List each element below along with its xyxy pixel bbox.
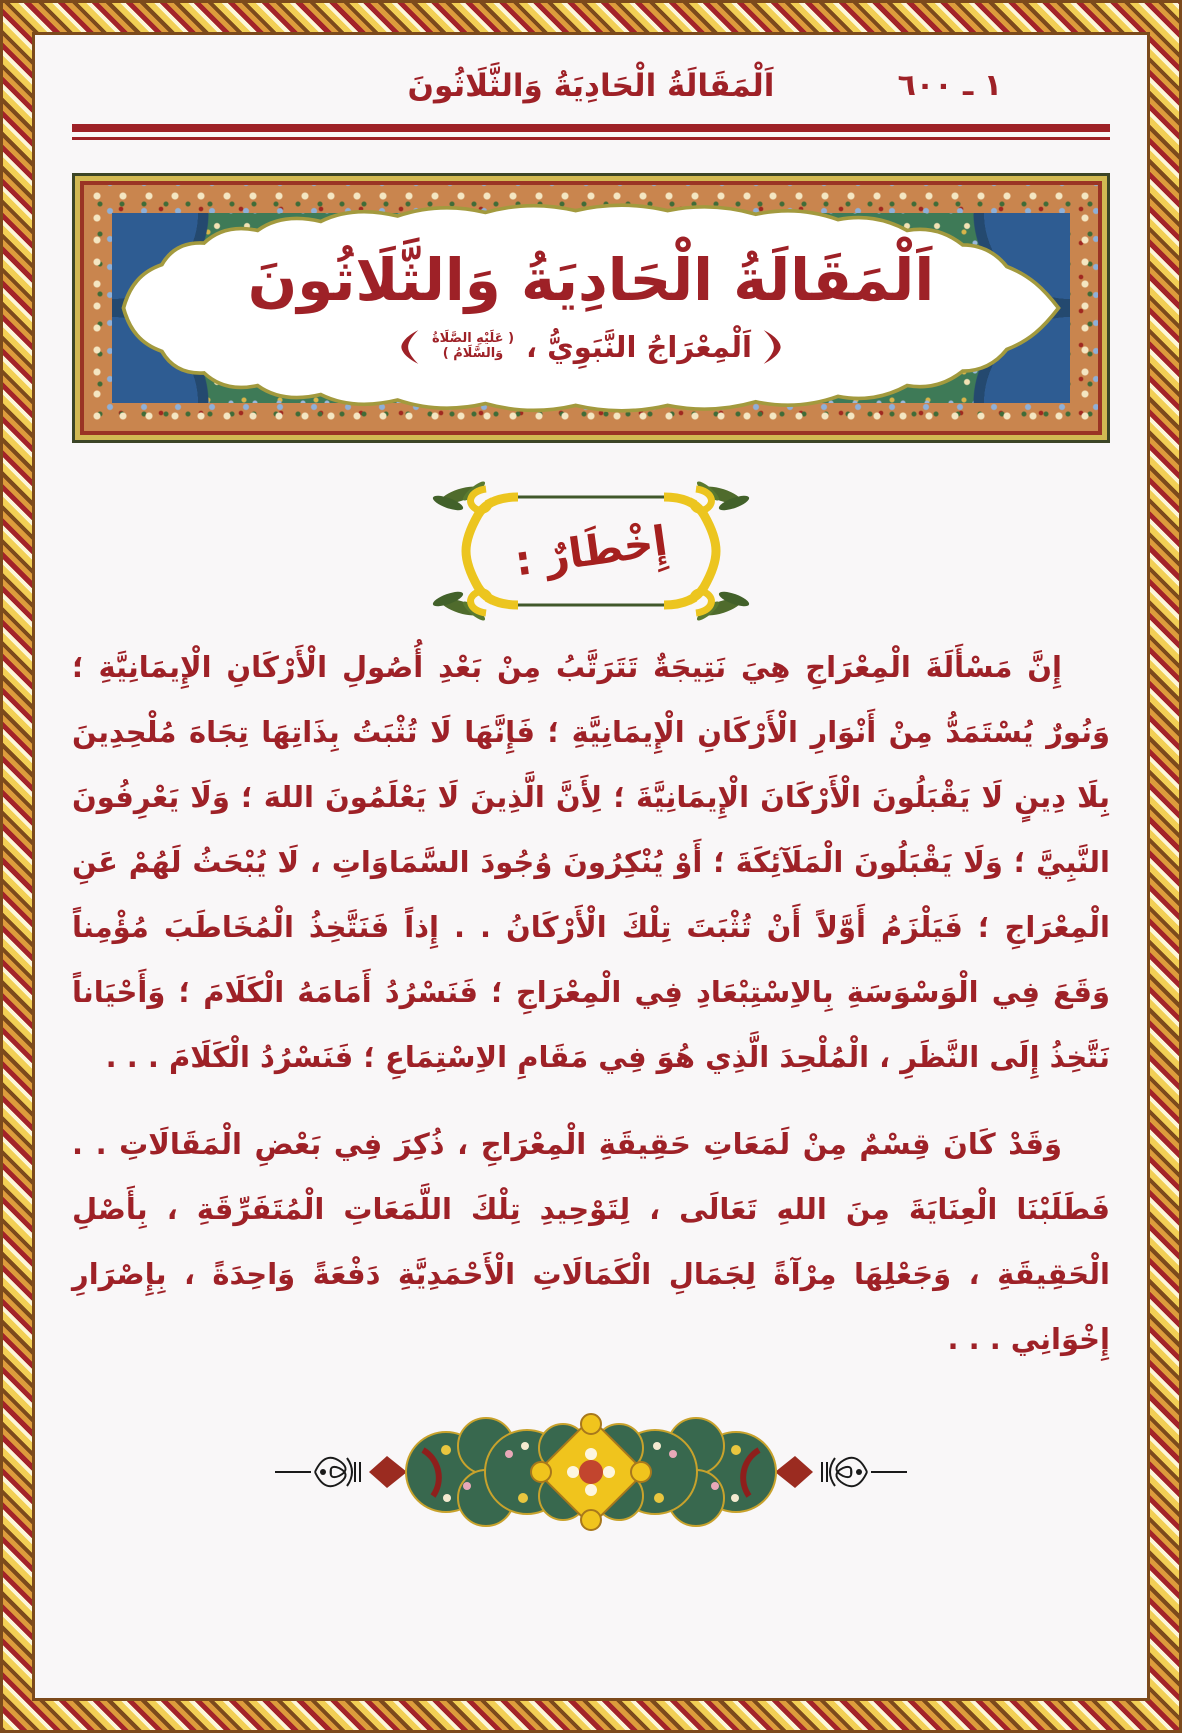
banner-text [112,213,1070,403]
body-text [72,635,1110,1372]
banner-subtitle [398,327,784,367]
notice-cartouche [426,481,756,621]
body-paragraph: إِنَّ مَسْأَلَةَ الْمِعْرَاجِ هِيَ نَتِيجَةٌ تَتَرَتَّبُ مِنْ بَعْدِ أُصُولِ الْأَرْكَانِ الْإِيمَانِيَّةِ ؛ وَنُورٌ يُسْتَمَدُّ مِنْ أَنْوَارِ الْأَرْكَانِ الْإِيمَانِيَّةِ ؛ فَإِنَّهَا لَا تُثْبَتُ بِذَاتِهَا تِجَاهَ مُلْحِدِينَ بِلَا دِينٍ لَا يَقْبَلُونَ الْأَرْكَانَ الْإِيمَانِيَّةَ ؛ لِأَنَّ الَّذِينَ لَا يَعْلَمُونَ اللهَ ؛ وَلَا يَعْرِفُونَ النَّبِيَّ ؛ وَلَا يَقْبَلُونَ الْمَلَآئِكَةَ ؛ أَوْ يُنْكِرُونَ وُجُودَ السَّمَاوَاتِ ، لَا يُبْحَثُ لَهُمْ عَنِ الْمِعْرَاجِ ؛ فَيَلْزَمُ أَوَّلاً أَنْ تُثْبَتَ تِلْكَ الْأَرْكَانُ . . إِذاً فَنَتَّخِذُ الْمُخَاطَبَ مُؤْمِناً وَقَعَ فِي الْوَسْوَسَةِ بِالاِسْتِبْعَادِ فِي الْمِعْرَاجِ ؛ فَنَسْرُدُ أَمَامَهُ الْكَلَامَ ؛ وَأَحْيَاناً نَتَّخِذُ إِلَى النَّظَرِ ، الْمُلْحِدَ الَّذِي هُوَ فِي مَقَامِ الاِسْتِمَاعِ ؛ فَنَسْرُدُ الْكَلَامَ . . . [72,650,1110,1074]
banner-red-ring [80,181,1102,435]
running-title: اَلْمَقَالَةُ الْحَادِيَةُ وَالثَّلَاثُونَ [407,68,775,104]
notice-label: إِخْطَارٌ : [511,516,671,586]
honorific-seal: ( عَلَيْهِ الصَّلَاةُ وَالسَّلَامُ ) [431,330,515,361]
ornate-bracket-left-icon [398,327,420,367]
title-banner [72,173,1110,443]
header-rule [72,124,1110,140]
banner-orange-band [84,185,1098,431]
body-paragraph: وَقَدْ كَانَ قِسْمٌ مِنْ لَمَعَاتِ حَقِيقَةِ الْمِعْرَاجِ ، ذُكِرَ فِي بَعْضِ الْمَقَالَاتِ . . فَطَلَبْنَا الْعِنَايَةَ مِنَ اللهِ تَعَالَى ، لِتَوْحِيدِ تِلْكَ اللَّمَعَاتِ الْمُتَفَرِّقَةِ ، بِأَصْلِ الْحَقِيقَةِ ، وَجَعْلِهَا مِرْآةً لِجَمَالِ الْكَمَالَاتِ الْأَحْمَدِيَّةِ دَفْعَةً وَاحِدَةً ، بِإِصْرَارِ إِخْوَانِي . . . [72,1127,1110,1356]
footer-ornament [72,1402,1110,1546]
banner-green-band [112,213,1070,403]
page-header [72,58,1110,114]
page-content [72,58,1110,1693]
ornate-bracket-right-icon [762,327,784,367]
banner-subtitle-text: اَلْمِعْرَاجُ النَّبَوِيُّ ، [526,329,752,364]
banner-title: اَلْمَقَالَةُ الْحَادِيَةُ وَالثَّلَاثُونَ [247,246,935,315]
floral-medallion-icon [271,1402,911,1542]
page-number: ١ ـ ٦٠٠ [897,68,1002,103]
